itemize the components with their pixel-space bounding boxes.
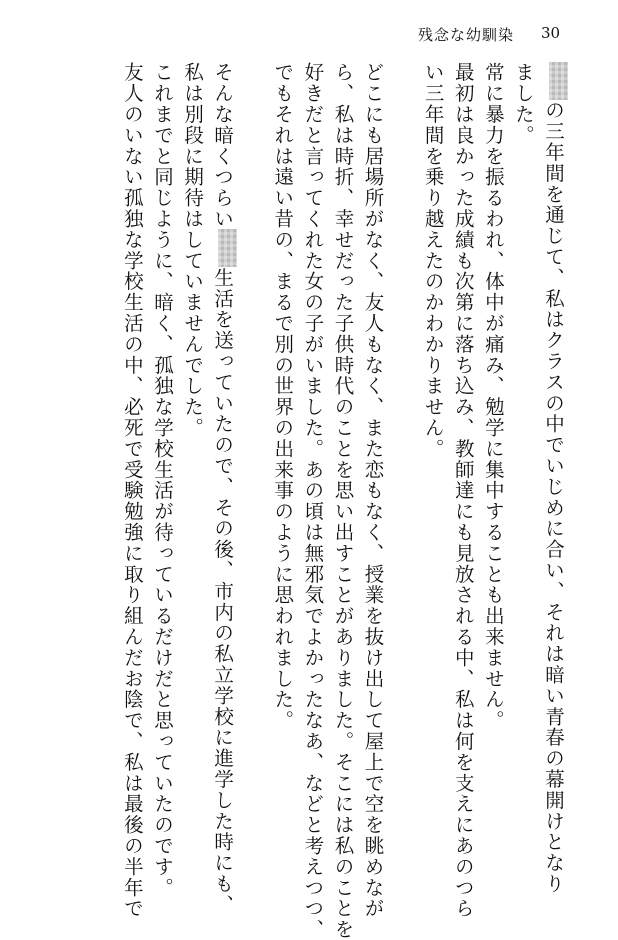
- text-line: 好きだと言ってくれた女の子がいました。あの頃は無邪気でよかったなあ、などと考えつつ、: [301, 62, 325, 940]
- text-line: 友人のいない孤独な学校生活の中、必死で受験勉強に取り組んだお陰で、私は最後の半年で: [120, 62, 144, 919]
- text-line: い三年間を乗り越えたのかわかりません。: [421, 62, 445, 460]
- page-number: 30: [541, 24, 561, 42]
- text-line: の三年間を通じて、私はクラスの中でいじめに合い、それは暗い青春の幕開けとなり: [538, 62, 568, 852]
- censor-mosaic: [218, 229, 237, 267]
- text-line: どこにも居場所がなく、友人もなく、また恋もなく、授業を抜け出して屋上で空を眺めなが: [361, 62, 385, 919]
- body-text: [117, 62, 568, 940]
- text-line: そんな暗くつらい生活を送っていたので、その後、市内の私立学校に進学した時にも、: [207, 62, 237, 852]
- running-title: 残念な幼馴染: [418, 26, 515, 44]
- text-line: でもそれは遠い昔の、まるで別の世界の出来事のように思われました。: [271, 62, 295, 731]
- text-line: 私は別段に期待はしていませんでした。: [181, 62, 205, 439]
- text-line: 常に暴力を振るわれ、体中が痛み、勉学に集中することも出来ません。: [481, 62, 505, 731]
- text-line: 最初は良かった成績も次第に落ち込み、教師達にも見放される中、私は何を支えにあのつら: [451, 62, 475, 919]
- paragraph-break: [237, 62, 267, 852]
- text-line: これまでと同じように、暗く、孤独な学校生活が待っているだけだと思っていたのです。: [150, 62, 174, 898]
- text-line: ました。: [511, 62, 535, 146]
- paragraph-break: [388, 62, 418, 852]
- text-line: ら、私は時折、幸せだった子供時代のことを思い出すことがありました。そこには私のことを: [331, 62, 355, 940]
- censor-mosaic: [549, 62, 568, 100]
